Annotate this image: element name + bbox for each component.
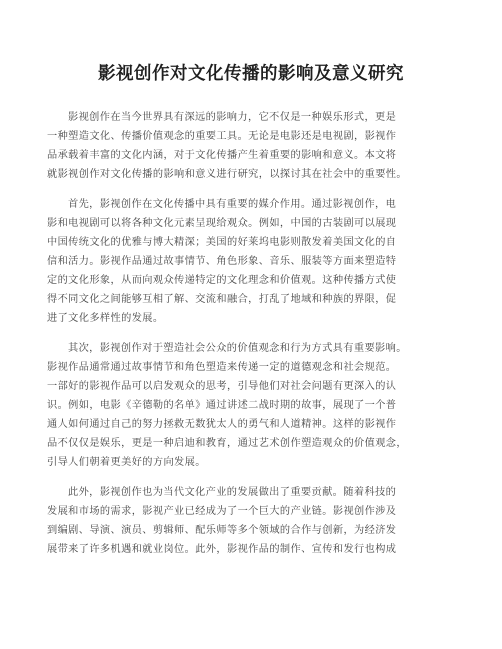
- paragraph-line: 影视创作在当今世界具有深远的影响力，它不仅是一种娱乐形式，更是: [68, 112, 397, 123]
- paragraph-line: 识。例如，电影《辛德勒的名单》通过讲述二战时期的故事，展现了一个普: [47, 400, 397, 411]
- paragraph-line: 一种塑造文化、传播价值观念的重要工具。无论是电影还是电视剧，影视作: [47, 131, 397, 142]
- paragraph: [47, 339, 455, 472]
- paragraph: [47, 195, 455, 328]
- paragraph: [47, 483, 455, 559]
- document-title: 影视创作对文化传播的影响及意义研究: [98, 64, 404, 84]
- paragraph-line: 品不仅仅是娱乐，更是一种启迪和教育，通过艺术创作塑造观众的价值观念，: [47, 438, 407, 449]
- paragraph-line: 此外，影视创作也为当代文化产业的发展做出了重要贡献。随着科技的: [68, 487, 397, 498]
- paragraph-line: 就影视创作对文化传播的影响和意义进行研究，以探讨其在社会中的重要性。: [47, 169, 407, 180]
- paragraph-line: 首先，影视创作在文化传播中具有重要的媒介作用。通过影视创作，电: [68, 199, 397, 210]
- paragraph-line: 引导人们朝着更美好的方向发展。: [47, 457, 206, 468]
- paragraph-line: 影和电视剧可以将各种文化元素呈现给观众。例如，中国的古装剧可以展现: [47, 218, 397, 229]
- paragraph-line: 中国传统文化的优雅与博大精深；美国的好莱坞电影则散发着美国文化的自: [47, 237, 397, 248]
- paragraph-line: 进了文化多样性的发展。: [47, 313, 164, 324]
- paragraph-line: 定的文化形象，从而向观众传递特定的文化理念和价值观。这种传播方式使: [47, 275, 397, 286]
- document-body: [47, 108, 455, 559]
- paragraph-line: 一部好的影视作品可以启发观众的思考，引导他们对社会问题有更深入的认: [47, 381, 397, 392]
- paragraph-line: 通人如何通过自己的努力拯救无数犹太人的勇气和人道精神。这样的影视作: [47, 419, 397, 430]
- paragraph-line: 发展和市场的需求，影视产业已经成为了一个巨大的产业链。影视创作涉及: [47, 506, 397, 517]
- paragraph-line: 影视作品通常通过故事情节和角色塑造来传递一定的道德观念和社会规范。: [47, 362, 397, 373]
- paragraph-line: 信和活力。影视作品通过故事情节、角色形象、音乐、服装等方面来塑造特: [47, 256, 397, 267]
- paragraph-line: 展带来了许多机遇和就业岗位。此外，影视作品的制作、宣传和发行也构成: [47, 544, 397, 555]
- paragraph-line: 到编剧、导演、演员、剪辑师、配乐师等多个领域的合作与创新，为经济发: [47, 525, 397, 536]
- paragraph-line: 得不同文化之间能够互相了解、交流和融合，打乱了地域和种族的界限，促: [47, 294, 397, 305]
- paragraph-line: 品承载着丰富的文化内涵，对于文化传播产生着重要的影响和意义。本文将: [47, 150, 397, 161]
- paragraph: [47, 108, 455, 184]
- paragraph-line: 其次，影视创作对于塑造社会公众的价值观念和行为方式具有重要影响。: [68, 343, 407, 354]
